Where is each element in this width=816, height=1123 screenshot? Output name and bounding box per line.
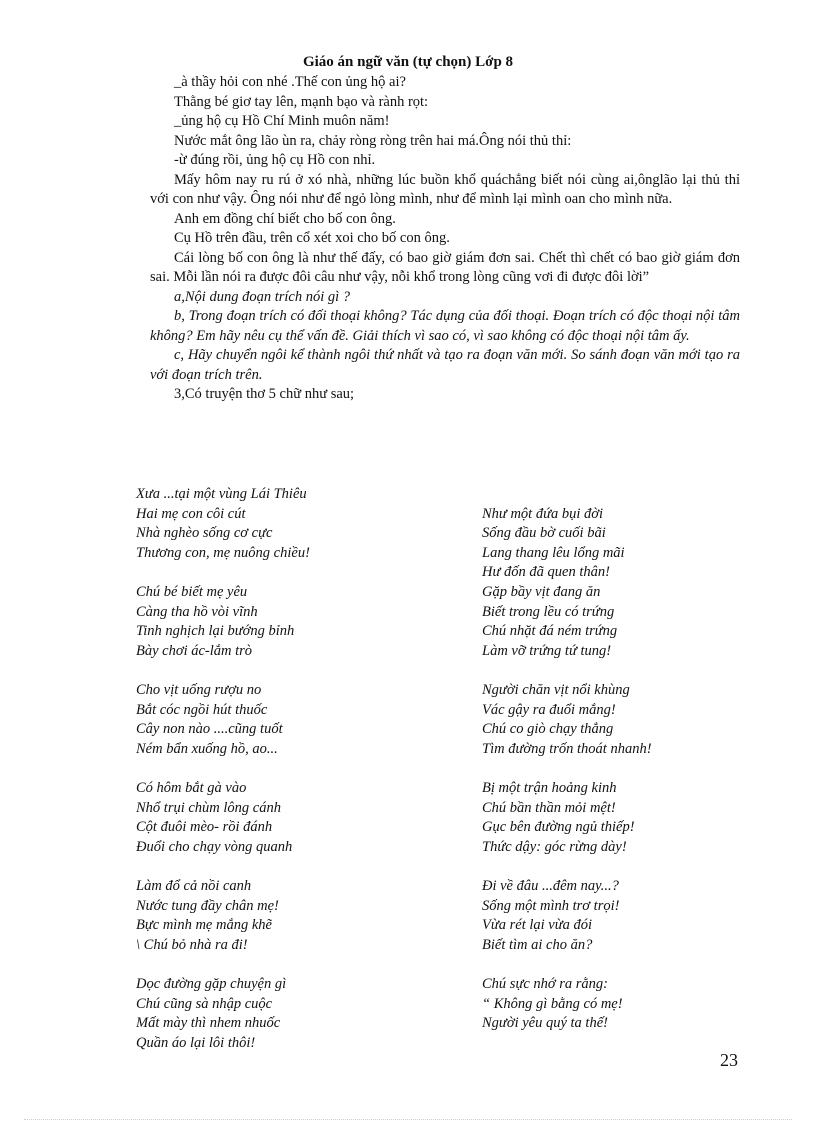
poem-line: Lang thang lêu lổng mãi: [482, 544, 625, 561]
poem-line: Ném bẩn xuống hồ, ao...: [136, 740, 278, 757]
poem-line: Bực mình mẹ mắng khẽ: [136, 917, 272, 934]
poem-line: Nhà nghèo sống cơ cực: [136, 525, 273, 542]
poem-line: Cột đuôi mèo- rồi đánh: [136, 819, 273, 836]
prose-paragraph: -ừ đúng rồi, ủng hộ cụ Hồ con nhỉ.: [174, 152, 376, 168]
poem-stanza: [482, 583, 742, 681]
poem-line: Thức dậy: góc rừng dày!: [482, 838, 627, 855]
poem-stanza: [482, 877, 742, 975]
poem-stanza: [136, 975, 456, 1073]
poem-line: Càng tha hồ vòi vĩnh: [136, 603, 258, 620]
prose-paragraph: Cái lòng bố con ông là như thế đấy, có bao giờ giám đơn sai. Chết thì chết có bao giờ giám đơn sai. Mỗi lần nói ra được đôi câu như vậy, nỗi khổ trong lòng cũng vơi đi được đôi lời”: [150, 249, 740, 285]
prose-paragraph: 3,Có truyện thơ 5 chữ như sau;: [174, 386, 355, 402]
poem-line: Sống đầu bờ cuối bãi: [482, 525, 606, 542]
poem-line: Đuổi cho chạy vòng quanh: [136, 838, 293, 855]
poem-line: Mất mày thì nhem nhuốc: [136, 1015, 281, 1032]
prose-paragraph: a,Nội dung đoạn trích nói gì ?: [174, 288, 351, 305]
poem-line: [482, 485, 742, 505]
poem-stanza: [482, 681, 742, 779]
poem-stanza: [482, 779, 742, 877]
poem-line: Bị một trận hoảng kinh: [482, 780, 617, 796]
poem-line: Chú bé biết mẹ yêu: [136, 584, 248, 600]
poem-line: Chú nhặt đá ném trứng: [482, 623, 618, 640]
poem-stanza: [136, 779, 456, 877]
poem-line: Người yêu quý ta thế!: [482, 1015, 608, 1032]
poem-line: Làm vỡ trứng tứ tung!: [482, 642, 612, 659]
poem-line: Người chăn vịt nổi khùng: [482, 682, 630, 698]
page-title: Giáo án ngữ văn (tự chọn) Lớp 8: [302, 54, 514, 70]
poem-line: Cho vịt uống rượu no: [136, 682, 262, 698]
poem-stanza: [482, 975, 742, 1073]
poem-line: Vác gậy ra đuổi mắng!: [482, 701, 616, 718]
prose-paragraph: _à thầy hỏi con nhé .Thế con ủng hộ ai?: [174, 74, 406, 90]
poem-stanza: [136, 681, 456, 779]
prose-paragraph: _ủng hộ cụ Hồ Chí Minh muôn năm!: [174, 113, 390, 129]
poem-line: Thương con, mẹ nuông chiều!: [136, 544, 310, 561]
poem-line: Chú co giò chạy thẳng: [482, 721, 614, 738]
poem-line: Làm đổ cả nồi canh: [136, 878, 252, 894]
poem-line: Gặp bầy vịt đang ăn: [482, 584, 601, 600]
poem-line: Chú sực nhớ ra rằng:: [482, 976, 609, 992]
prose-body: [150, 73, 740, 405]
poem-line: Chú cũng sà nhập cuộc: [136, 995, 273, 1012]
prose-paragraph: Thằng bé giơ tay lên, mạnh bạo và rành rọt:: [174, 93, 429, 110]
prose-paragraph: b, Trong đoạn trích có đối thoại không? Tác dụng của đối thoại. Đoạn trích có độc thoại nội tâm không? Em hãy nêu cụ thể vấn đề. Giải thích vì sao có, vì sao không có độc thoại nội tâm ấy.: [150, 308, 740, 344]
poem-line: Cây non nào ....cũng tuốt: [136, 721, 283, 738]
prose-paragraph: Cụ Hồ trên đầu, trên cổ xét xoi cho bố con ông.: [174, 230, 450, 246]
poem-line: “ Không gì bằng có mẹ!: [482, 995, 623, 1012]
poem-line: Vừa rét lại vừa đói: [482, 917, 593, 934]
page-divider: [24, 1119, 792, 1120]
poem-line: Nước tung đầy chân mẹ!: [136, 897, 279, 914]
poem-line: Hai mẹ con côi cút: [136, 505, 246, 522]
poem-line: Gục bên đường ngủ thiếp!: [482, 819, 635, 836]
poem-line: Chú bần thần mỏi mệt!: [482, 799, 616, 816]
poem-line: Tinh nghịch lại bướng bỉnh: [136, 623, 295, 640]
poem-line: Nhổ trụi chùm lông cánh: [136, 799, 281, 816]
poem-line: Có hôm bắt gà vào: [136, 780, 247, 796]
poem-line: Xưa ...tại một vùng Lái Thiêu: [136, 486, 307, 502]
poem-line: Đi về đâu ...đêm nay...?: [482, 878, 619, 894]
page-number: 23: [720, 1050, 738, 1070]
poem-line: Biết tìm ai cho ăn?: [482, 936, 593, 953]
poem-line: Quần áo lại lôi thôi!: [136, 1034, 256, 1051]
poem-stanza: [136, 485, 456, 583]
poem-left-column: [136, 485, 456, 1073]
poem-stanza: [136, 583, 456, 681]
prose-paragraph: Anh em đồng chí biết cho bố con ông.: [174, 210, 396, 227]
poem-line: Như một đứa bụi đời: [482, 505, 604, 522]
poem-line: Biết trong lều có trứng: [482, 603, 615, 620]
poem-line: Hư đốn đã quen thân!: [482, 564, 610, 581]
poem-line: Tìm đường trốn thoát nhanh!: [482, 740, 652, 757]
poem-stanza: [136, 877, 456, 975]
poem-line: Bắt cóc ngồi hút thuốc: [136, 701, 268, 718]
poem-line: Bày chơi ác-lắm trò: [136, 642, 253, 659]
poem-line: Dọc đường gặp chuyện gì: [136, 976, 287, 992]
poem-line: Sống một mình trơ trọi!: [482, 897, 620, 914]
poem-stanza: [482, 485, 742, 583]
poem-right-column: [482, 485, 742, 1073]
poem-line: \ Chú bỏ nhà ra đi!: [136, 936, 248, 953]
prose-paragraph: c, Hãy chuyển ngôi kể thành ngôi thứ nhất và tạo ra đoạn văn mới. So sánh đoạn văn mới tạo ra với đoạn trích trên.: [150, 347, 740, 383]
prose-paragraph: Mấy hôm nay ru rú ở xó nhà, những lúc buồn khổ quáchẳng biết nói cùng ai,ônglão lại thủ thỉ với con như vậy. Ông nói như để ngỏ lòng mình, như để mình lại mình oan cho mình nữa.: [150, 171, 740, 207]
prose-paragraph: Nước mắt ông lão ùn ra, chảy ròng ròng trên hai má.Ông nói thủ thỉ:: [174, 132, 572, 149]
